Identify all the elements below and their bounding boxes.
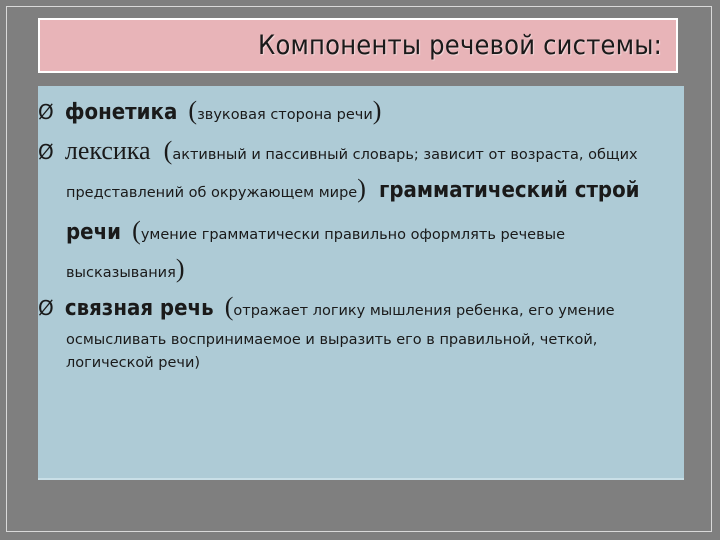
slide-title: Компоненты речевой системы: xyxy=(258,30,662,61)
desc-connected-line3: логической речи) xyxy=(66,355,201,371)
paren-close: ) xyxy=(175,254,185,283)
desc-grammar-line2: высказывания xyxy=(66,265,176,281)
desc-lexicon-line2: представлений об окружающем мире xyxy=(66,185,358,201)
title-bar xyxy=(38,18,678,73)
grammar-line xyxy=(66,216,565,246)
paren-open: ( xyxy=(188,96,198,125)
connected-line3 xyxy=(66,352,200,371)
paren-close: ) xyxy=(372,96,382,125)
term-phonetics: фонетика xyxy=(64,100,178,125)
paren-open: ( xyxy=(163,136,173,165)
term-grammar: грамматический строй xyxy=(378,178,640,203)
desc-phonetics: звуковая сторона речи xyxy=(197,107,373,123)
desc-lexicon-line1: активный и пассивный словарь; зависит от возраста, общих xyxy=(172,147,638,163)
divider xyxy=(38,478,684,480)
bullet-item-connected-speech xyxy=(38,292,615,322)
grammar-line2 xyxy=(66,254,185,284)
bullet-arrow-icon: Ø xyxy=(38,296,54,320)
bullet-arrow-icon: Ø xyxy=(38,100,54,124)
bullet-item-lexicon xyxy=(38,136,638,166)
paren-open: ( xyxy=(132,216,141,245)
lexicon-line2 xyxy=(66,174,640,204)
term-lexicon: лексика xyxy=(64,136,151,165)
connected-line2 xyxy=(66,329,597,348)
desc-grammar-line1: умение грамматически правильно оформлять речевые xyxy=(140,227,566,243)
paren-open: ( xyxy=(224,292,234,321)
term-connected-speech: связная речь xyxy=(64,296,214,321)
term-grammar-cont: речи xyxy=(66,220,122,245)
desc-connected-line1: отражает логику мышления ребенка, его умение xyxy=(233,303,615,319)
desc-connected-line2: осмысливать воспринимаемое и выразить его в правильной, четкой, xyxy=(66,332,598,348)
content-panel xyxy=(38,86,684,478)
bullet-arrow-icon: Ø xyxy=(38,140,54,164)
bullet-item-phonetics xyxy=(38,96,381,126)
paren-close: ) xyxy=(357,174,366,203)
